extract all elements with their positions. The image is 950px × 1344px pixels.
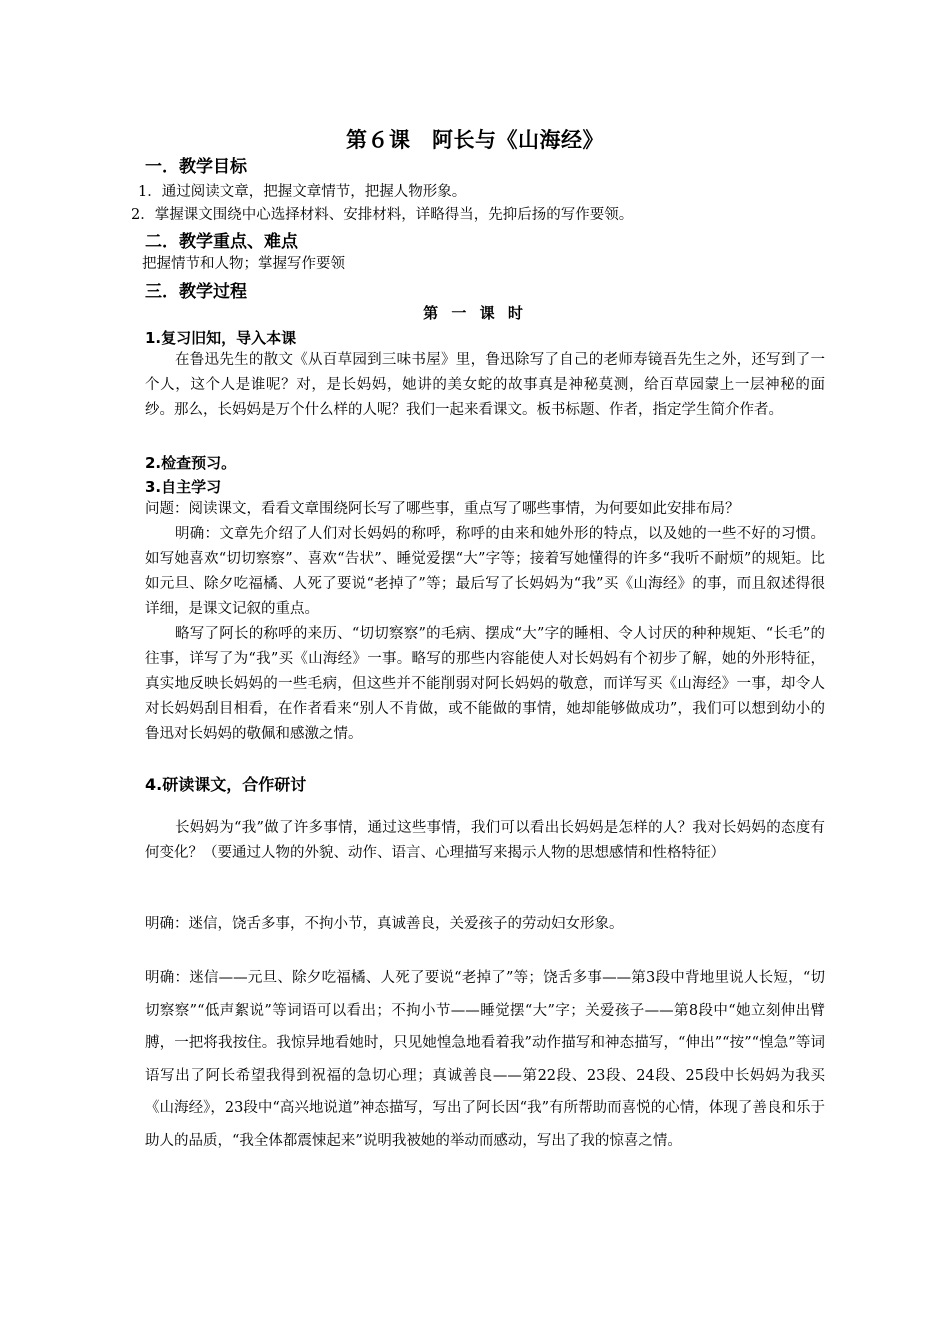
section-heading-focus: 二．教学重点、难点 <box>145 232 298 252</box>
step-3-answer-2-text: 略写了阿长的称呼的来历、“切切察察”的毛病、摆成“大”字的睡相、令人讨厌的种种规矩、“长毛”的往事，详写了为“我”买《山海经》一事。略写的那些内容能使人对长妈妈有个初步了解，她的外形特征，真实地反映长妈妈的一些毛病，但这些并不能削弱对阿长妈妈的敬意，而详写买《山海经》一事，却令人对长妈妈刮目相看，在作者看来“别人不肯做，或不能做的事情，她却能够做成功”，我们可以想到幼小的鲁迅对长妈妈的敬佩和感激之情。 <box>145 626 825 742</box>
step-3-answer-1-text: 明确：文章先介绍了人们对长妈妈的称呼，称呼的由来和她外形的特点，以及她的一些不好的习惯。如写她喜欢“切切察察”、喜欢“告状”、睡觉爱摆“大”字等；接着写她懂得的许多“我听不耐烦”的规矩。比如元旦、除夕吃福橘、人死了要说“老掉了”等；最后写了长妈妈为“我”买《山海经》的事，而且叙述得很详细，是课文记叙的重点。 <box>145 526 825 617</box>
period-heading: 第 一 课 时 <box>423 304 527 322</box>
step-1-heading: 1.复习旧知，导入本课 <box>145 329 297 347</box>
step-3-question: 问题：阅读课文，看看文章围绕阿长写了哪些事，重点写了哪些事情，为何要如此安排布局？ <box>145 501 740 517</box>
step-4-heading: 4.研读课文，合作研讨 <box>145 775 307 794</box>
step-4-question-text: 长妈妈为“我”做了许多事情，通过这些事情，我们可以看出长妈妈是怎样的人？我对长妈妈的态度有何变化？（要通过人物的外貌、动作、语言、心理描写来揭示人物的思想感情和性格特征） <box>145 820 825 861</box>
step-3-answer-2 <box>145 622 825 747</box>
step-4-question <box>145 816 825 866</box>
page-title: 第６课 阿长与《山海经》 <box>346 128 604 152</box>
step-4-answer-2: 明确：迷信——元旦、除夕吃福橘、人死了要说“老掉了”等；饶舌多事——第3段中背地里说人长短，“切切察察”“低声絮说”等词语可以看出；不拘小节——睡觉摆“大”字；关爱孩子——第8段中“她立刻伸出臂膊，一把将我按住。我惊异地看她时，只见她惶急地看着我”动作描写和神态描写，“伸出”“按”“惶急”等词语写出了阿长希望我得到祝福的急切心理；真诚善良——第22段、23段、24段、25段中长妈妈为我买《山海经》，23段中“高兴地说道”神态描写，写出了阿长因“我”有所帮助而喜悦的心情，体现了善良和乐于助人的品质，“我全体都震悚起来”说明我被她的举动而感动，写出了我的惊喜之情。 <box>145 970 825 1149</box>
step-3-heading: 3.自主学习 <box>145 478 222 496</box>
focus-text: 把握情节和人物；掌握写作要领 <box>142 256 345 272</box>
step-3-answer-1 <box>145 522 825 622</box>
step-1-paragraph <box>145 348 825 423</box>
section-heading-goals: 一．教学目标 <box>145 157 247 177</box>
step-1-text: 在鲁迅先生的散文《从百草园到三味书屋》里，鲁迅除写了自己的老师寿镜吾先生之外，还写到了一个人，这个人是谁呢？对，是长妈妈，她讲的美女蛇的故事真是神秘莫测，给百草园蒙上一层神秘的面纱。那么，长妈妈是万个什么样的人呢？我们一起来看课文。板书标题、作者，指定学生简介作者。 <box>145 352 825 418</box>
step-2-heading: 2.检查预习。 <box>145 454 237 472</box>
goal-item-2: 2．掌握课文围绕中心选择材料、安排材料，详略得当，先抑后扬的写作要领。 <box>131 207 634 223</box>
goal-item-1: 1．通过阅读文章，把握文章情节，把握人物形象。 <box>138 184 467 200</box>
step-4-answer-1: 明确：迷信，饶舌多事，不拘小节，真诚善良，关爱孩子的劳动妇女形象。 <box>145 916 624 932</box>
section-heading-process: 三．教学过程 <box>145 282 247 302</box>
